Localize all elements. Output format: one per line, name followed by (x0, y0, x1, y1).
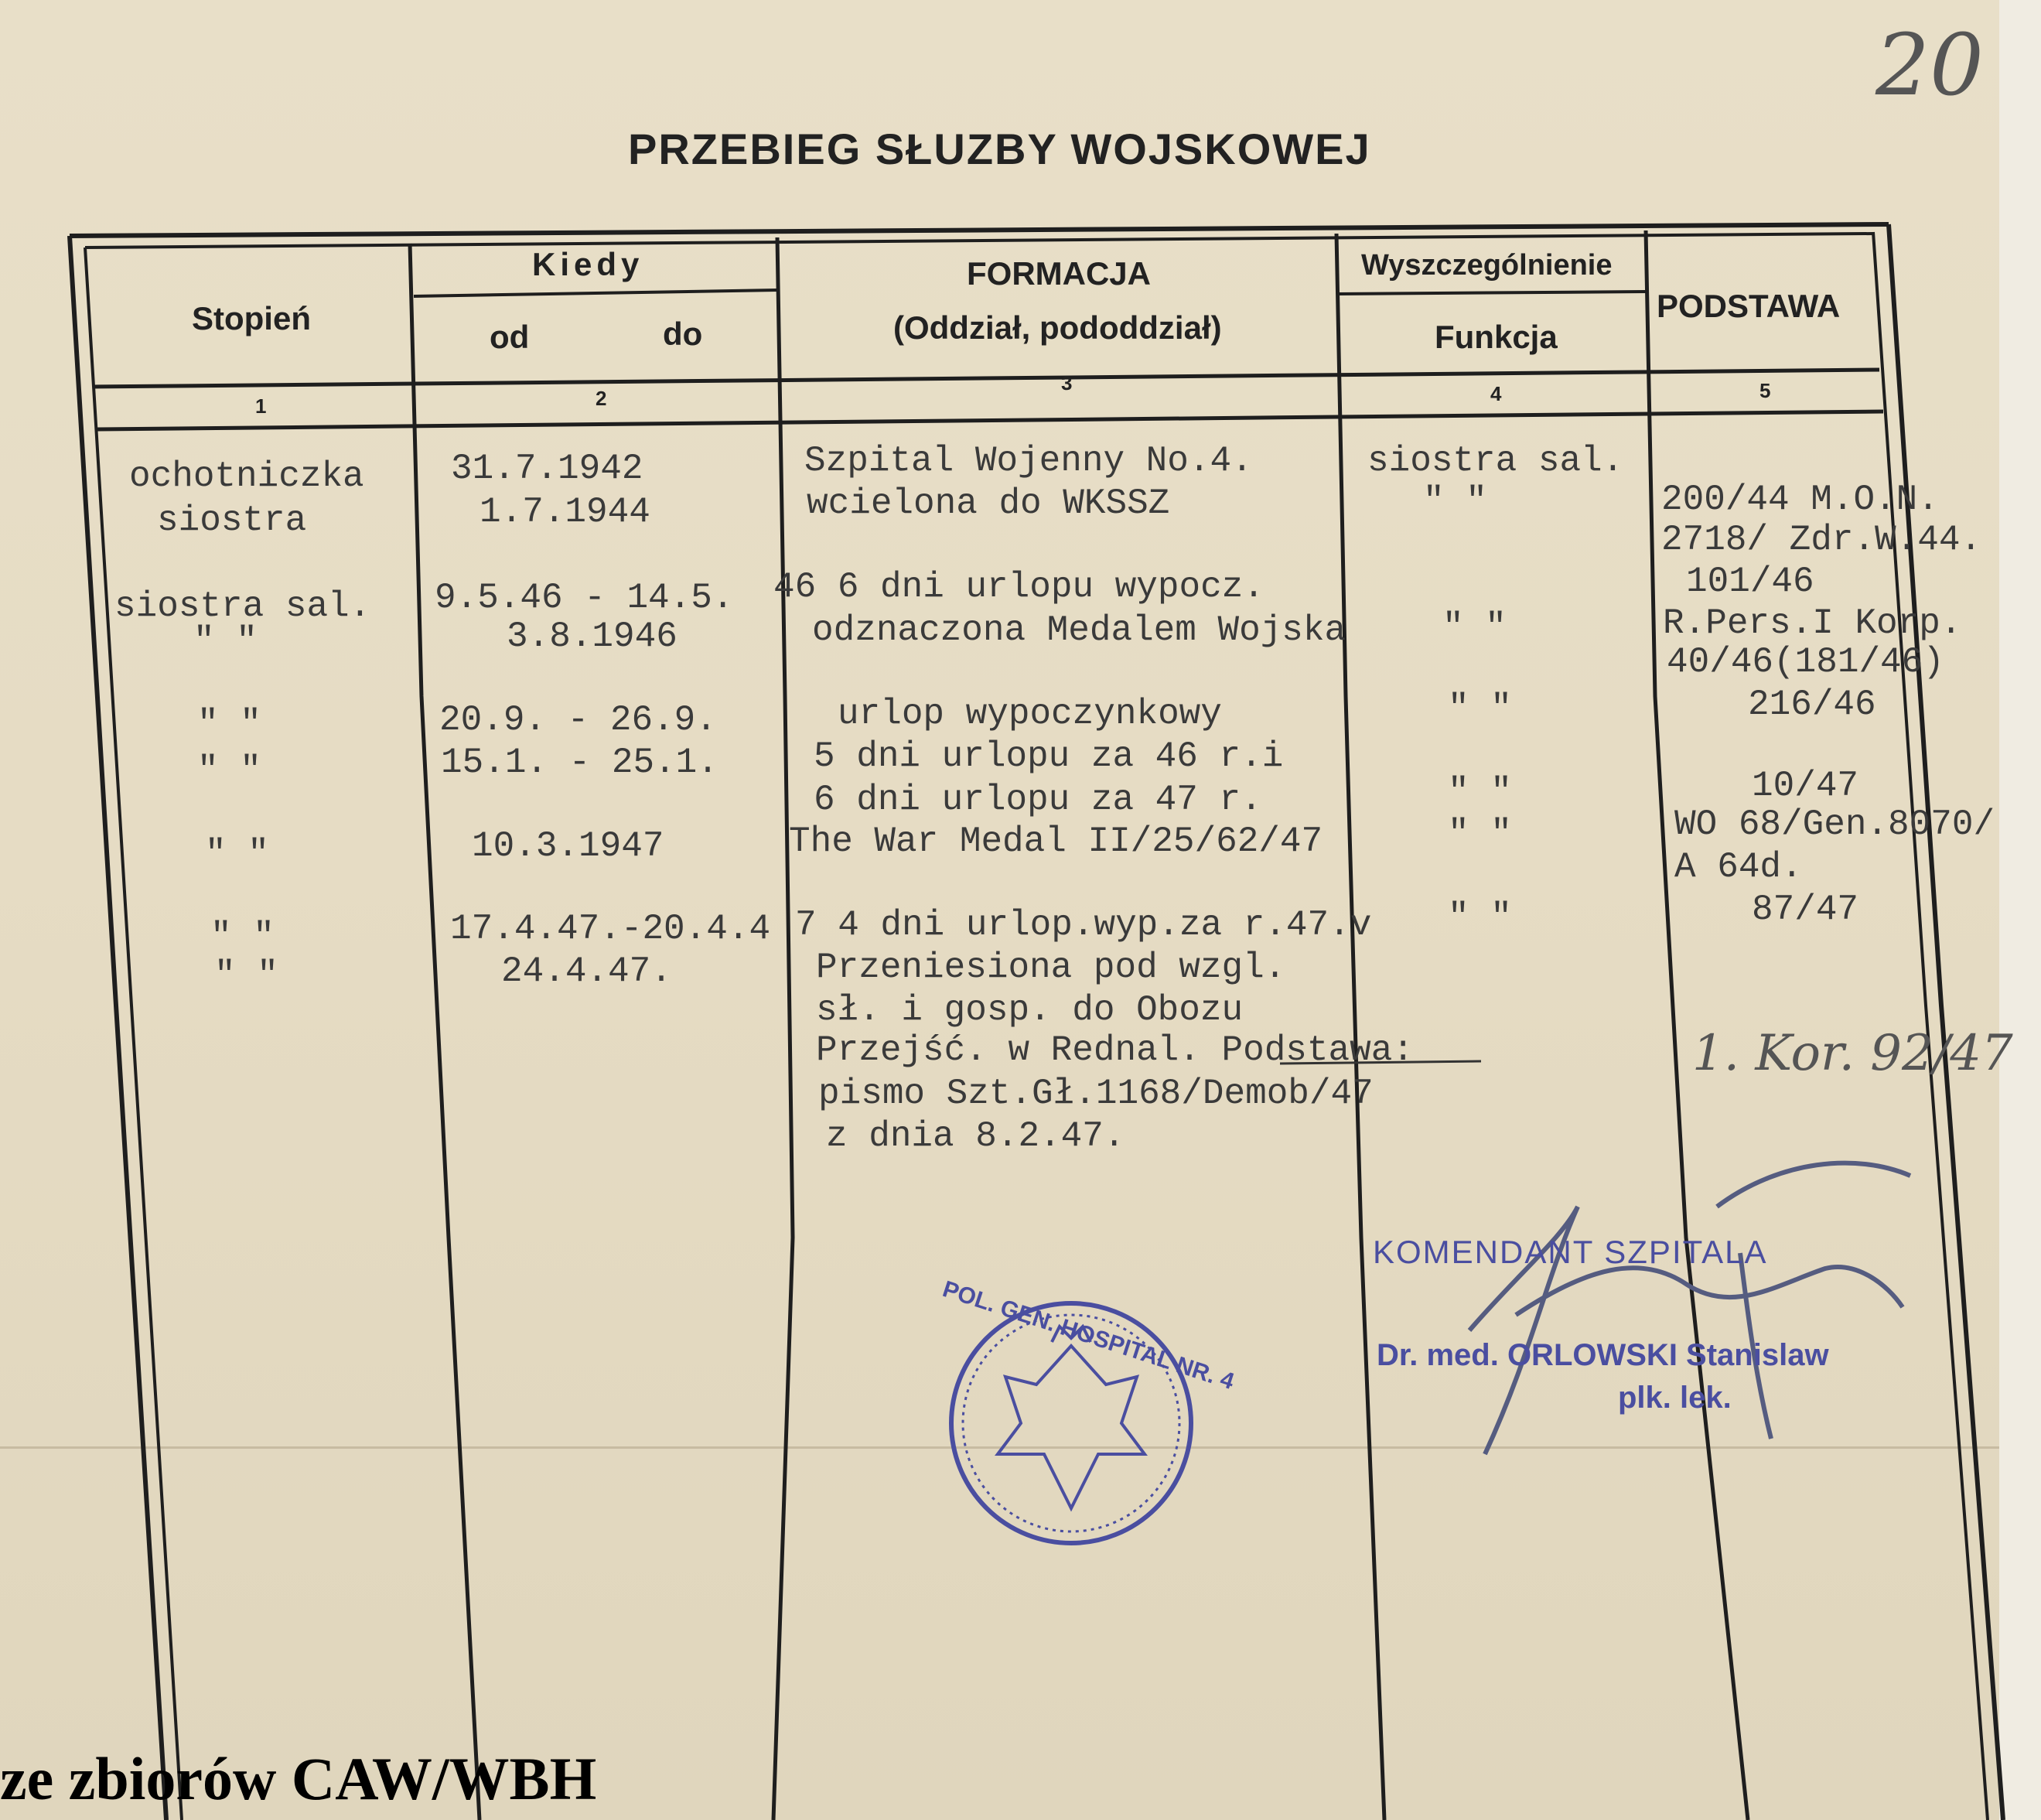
number-row-rule (97, 411, 1883, 429)
basis-entry: 87/47 (1752, 890, 1859, 930)
handwritten-reference: 1. Kor. 92/47 (1692, 1025, 2013, 1082)
header-bottom-rule (93, 370, 1879, 387)
column-number-4: 4 (1490, 382, 1502, 405)
date-entry: 31.7.1942 (451, 449, 643, 489)
wysz-sub-rule (1338, 292, 1646, 294)
rank-entry: " " (214, 955, 278, 995)
header-podstawa: PODSTAWA (1657, 288, 1841, 324)
formation-entry: sł. i gosp. do Obozu (816, 990, 1244, 1030)
formation-entry: Przeniesiona pod wzgl. (816, 948, 1286, 988)
date-entry: 20.9. - 26.9. (439, 700, 717, 740)
commander-stamp-title: KOMENDANT SZPITALA (1373, 1234, 1768, 1270)
formation-entry: 5 dni urlopu za 46 r.i (814, 736, 1284, 777)
function-entry: " " (1448, 688, 1512, 729)
basis-entry: 10/47 (1752, 766, 1859, 806)
header-do: do (663, 316, 703, 352)
col-sep-2 (773, 237, 793, 1820)
date-entry: 10.3.1947 (472, 826, 664, 866)
commander-stamp-rank: plk. lek. (1618, 1381, 1732, 1415)
basis-entry: WO 68/Gen.8070/ (1674, 804, 1995, 845)
formation-entry: Szpital Wojenny No.4. (804, 441, 1253, 481)
formation-entry: Przejść. w Rednal. Podstawa: (816, 1030, 1414, 1070)
function-entry: " " (1423, 481, 1487, 521)
function-entry: siostra sal. (1367, 441, 1624, 481)
basis-entry: 216/46 (1748, 685, 1876, 725)
basis-entry: 200/44 M.O.N. (1661, 480, 1939, 520)
basis-entry: R.Pers.I Korp. (1663, 603, 1962, 644)
rank-entry: " " (205, 834, 269, 874)
function-entry: " " (1448, 772, 1512, 812)
basis-entry: 101/46 (1686, 562, 1814, 602)
date-entry: 1.7.1944 (480, 492, 650, 532)
formation-entry: pismo Szt.Gł.1168/Demob/47 (818, 1074, 1374, 1114)
kiedy-sub-rule (414, 290, 777, 296)
archive-credit: ze zbiorów CAW/WBH (0, 1745, 597, 1812)
formation-entry: z dnia 8.2.47. (826, 1116, 1125, 1156)
formation-entry: 46 6 dni urlopu wypocz. (773, 567, 1265, 607)
header-funkcja: Funkcja (1435, 319, 1558, 355)
date-entry: 24.4.47. (501, 951, 672, 992)
page-number: 20 (1875, 15, 1984, 114)
function-entry: " " (1448, 897, 1512, 937)
commander-stamp-name: Dr. med. ORLOWSKI Stanislaw (1377, 1338, 1829, 1372)
rank-entry: siostra sal. (114, 586, 371, 627)
table-right-border-outer (1889, 224, 2003, 1820)
document-title: PRZEBIEG SŁUZBY WOJSKOWEJ (628, 125, 1371, 173)
rank-entry: ochotniczka (129, 456, 364, 497)
rank-entry: " " (197, 704, 261, 744)
basis-entry: 2718/ Zdr.W.44. (1661, 520, 1982, 560)
formation-entry: 7 4 dni urlop.wyp.za r.47.v (795, 905, 1372, 945)
header-kiedy: Kiedy (532, 246, 644, 282)
header-od: od (490, 319, 530, 355)
column-number-5: 5 (1759, 379, 1771, 402)
basis-entry: A 64d. (1674, 847, 1803, 887)
formation-entry: wcielona do WKSSZ (807, 483, 1170, 524)
date-entry: 9.5.46 - 14.5. (435, 578, 734, 618)
header-stopien: Stopień (192, 300, 311, 336)
rank-entry: " " (193, 621, 258, 661)
header-formacja-sub: (Oddział, pododdział) (893, 309, 1222, 346)
rank-entry: " " (197, 750, 261, 790)
formation-entry: The War Medal II/25/62/47 (789, 821, 1323, 862)
basis-entry: 40/46(181/46) (1667, 642, 1944, 682)
rank-entry: siostra (157, 500, 307, 541)
function-entry: " " (1442, 607, 1507, 647)
column-number-3: 3 (1061, 371, 1073, 394)
column-number-1: 1 (255, 394, 267, 418)
date-entry: 15.1. - 25.1. (441, 743, 718, 783)
formation-entry: urlop wypoczynkowy (838, 694, 1222, 734)
formation-entry: odznaczona Medalem Wojska (812, 610, 1346, 650)
header-formacja: FORMACJA (967, 255, 1151, 292)
seal-text: POL. GEN. HOSPITAL NR. 4 (939, 1276, 1237, 1395)
date-entry: 3.8.1946 (507, 616, 677, 657)
column-number-2: 2 (596, 387, 607, 410)
header-wyszczegolnienie: Wyszczególnienie (1361, 249, 1613, 282)
date-entry: 17.4.47.-20.4.4 (450, 909, 771, 949)
function-entry: " " (1448, 814, 1512, 854)
formation-entry: 6 dni urlopu za 47 r. (814, 780, 1262, 820)
rank-entry: " " (210, 917, 275, 957)
